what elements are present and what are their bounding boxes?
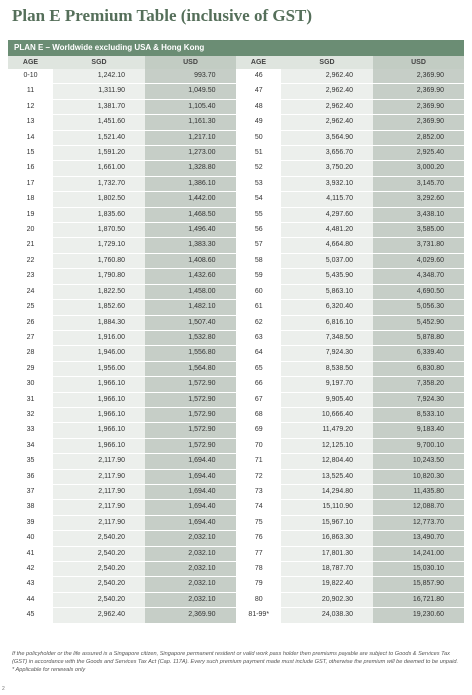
cell-usd-right: 5,056.30 <box>373 300 464 315</box>
cell-sgd-right: 5,863.10 <box>281 284 373 299</box>
cell-usd-right: 9,700.10 <box>373 438 464 453</box>
cell-age-right: 79 <box>236 577 281 592</box>
cell-sgd-left: 2,540.20 <box>53 562 145 577</box>
cell-usd-left: 1,694.40 <box>145 454 236 469</box>
cell-sgd-left: 2,117.90 <box>53 454 145 469</box>
cell-age-right: 68 <box>236 407 281 422</box>
table-row <box>8 130 464 145</box>
cell-usd-left: 1,408.60 <box>145 253 236 268</box>
cell-usd-right: 4,348.70 <box>373 269 464 284</box>
table-row <box>8 608 464 623</box>
cell-sgd-left: 1,946.00 <box>53 346 145 361</box>
cell-age-right: 47 <box>236 84 281 99</box>
cell-sgd-left: 1,966.10 <box>53 423 145 438</box>
cell-sgd-right: 2,962.40 <box>281 115 373 130</box>
cell-usd-right: 7,924.30 <box>373 392 464 407</box>
table-row <box>8 284 464 299</box>
cell-sgd-right: 4,664.80 <box>281 238 373 253</box>
table-body <box>8 69 464 623</box>
table-row <box>8 69 464 84</box>
cell-sgd-right: 13,525.40 <box>281 469 373 484</box>
cell-sgd-left: 1,966.10 <box>53 438 145 453</box>
cell-sgd-left: 1,852.60 <box>53 300 145 315</box>
cell-sgd-left: 2,117.90 <box>53 484 145 499</box>
cell-age-left: 36 <box>8 469 53 484</box>
cell-sgd-left: 1,760.80 <box>53 253 145 268</box>
cell-age-left: 35 <box>8 454 53 469</box>
cell-age-right: 63 <box>236 330 281 345</box>
cell-age-left: 37 <box>8 484 53 499</box>
cell-age-left: 19 <box>8 207 53 222</box>
cell-age-left: 23 <box>8 269 53 284</box>
cell-sgd-right: 2,962.40 <box>281 84 373 99</box>
cell-age-right: 65 <box>236 361 281 376</box>
cell-age-left: 40 <box>8 531 53 546</box>
cell-sgd-left: 2,540.20 <box>53 531 145 546</box>
cell-usd-right: 2,852.00 <box>373 130 464 145</box>
cell-sgd-right: 4,481.20 <box>281 223 373 238</box>
cell-age-left: 26 <box>8 315 53 330</box>
cell-usd-left: 1,383.30 <box>145 238 236 253</box>
cell-age-left: 20 <box>8 223 53 238</box>
table-row <box>8 592 464 607</box>
cell-sgd-left: 1,966.10 <box>53 392 145 407</box>
cell-sgd-right: 7,924.30 <box>281 346 373 361</box>
table-row <box>8 500 464 515</box>
cell-age-right: 62 <box>236 315 281 330</box>
cell-sgd-left: 1,916.00 <box>53 330 145 345</box>
cell-age-left: 31 <box>8 392 53 407</box>
page-title: Plan E Premium Table (inclusive of GST) <box>12 6 313 25</box>
table-row <box>8 407 464 422</box>
table-row <box>8 438 464 453</box>
header-sgd-right: SGD <box>281 56 373 69</box>
cell-age-right: 48 <box>236 99 281 114</box>
cell-age-right: 53 <box>236 176 281 191</box>
cell-usd-left: 1,105.40 <box>145 99 236 114</box>
cell-age-left: 11 <box>8 84 53 99</box>
page-number: 2 <box>2 686 5 692</box>
cell-age-right: 50 <box>236 130 281 145</box>
cell-age-right: 51 <box>236 146 281 161</box>
cell-age-right: 81-99* <box>236 608 281 623</box>
cell-sgd-left: 1,870.50 <box>53 223 145 238</box>
cell-usd-left: 1,694.40 <box>145 515 236 530</box>
cell-sgd-left: 1,966.10 <box>53 407 145 422</box>
cell-age-right: 54 <box>236 192 281 207</box>
cell-age-left: 41 <box>8 546 53 561</box>
cell-age-left: 22 <box>8 253 53 268</box>
table-header-row <box>8 56 464 69</box>
cell-age-left: 21 <box>8 238 53 253</box>
table-row <box>8 577 464 592</box>
cell-usd-left: 2,032.10 <box>145 562 236 577</box>
cell-sgd-right: 24,038.30 <box>281 608 373 623</box>
cell-age-left: 0-10 <box>8 69 53 84</box>
cell-usd-left: 1,572.90 <box>145 438 236 453</box>
cell-age-left: 45 <box>8 608 53 623</box>
cell-age-right: 56 <box>236 223 281 238</box>
cell-age-right: 78 <box>236 562 281 577</box>
cell-age-right: 75 <box>236 515 281 530</box>
cell-age-left: 27 <box>8 330 53 345</box>
cell-age-left: 25 <box>8 300 53 315</box>
cell-usd-left: 1,468.50 <box>145 207 236 222</box>
cell-usd-left: 1,386.10 <box>145 176 236 191</box>
table-row <box>8 546 464 561</box>
table-row <box>8 223 464 238</box>
cell-usd-left: 2,032.10 <box>145 546 236 561</box>
cell-sgd-right: 12,804.40 <box>281 454 373 469</box>
cell-usd-right: 16,721.80 <box>373 592 464 607</box>
cell-sgd-right: 3,932.10 <box>281 176 373 191</box>
cell-age-left: 16 <box>8 161 53 176</box>
table-row <box>8 377 464 392</box>
cell-age-right: 60 <box>236 284 281 299</box>
cell-sgd-left: 2,962.40 <box>53 608 145 623</box>
cell-usd-right: 4,029.60 <box>373 253 464 268</box>
table-row <box>8 176 464 191</box>
cell-sgd-right: 15,110.90 <box>281 500 373 515</box>
cell-sgd-right: 2,962.40 <box>281 69 373 84</box>
table-row <box>8 361 464 376</box>
cell-age-left: 32 <box>8 407 53 422</box>
cell-usd-right: 15,030.10 <box>373 562 464 577</box>
cell-age-left: 12 <box>8 99 53 114</box>
cell-age-left: 17 <box>8 176 53 191</box>
table-row <box>8 300 464 315</box>
cell-usd-right: 12,773.70 <box>373 515 464 530</box>
cell-usd-left: 1,694.40 <box>145 500 236 515</box>
cell-usd-right: 3,438.10 <box>373 207 464 222</box>
cell-usd-right: 3,000.20 <box>373 161 464 176</box>
cell-usd-right: 2,925.40 <box>373 146 464 161</box>
cell-usd-right: 7,358.20 <box>373 377 464 392</box>
cell-usd-right: 11,435.80 <box>373 484 464 499</box>
cell-age-right: 52 <box>236 161 281 176</box>
table-row <box>8 346 464 361</box>
cell-sgd-right: 9,197.70 <box>281 377 373 392</box>
cell-usd-right: 9,183.40 <box>373 423 464 438</box>
cell-sgd-right: 4,115.70 <box>281 192 373 207</box>
cell-age-right: 73 <box>236 484 281 499</box>
cell-sgd-right: 10,666.40 <box>281 407 373 422</box>
table-row <box>8 238 464 253</box>
cell-sgd-right: 4,297.60 <box>281 207 373 222</box>
cell-sgd-left: 1,451.60 <box>53 115 145 130</box>
cell-usd-left: 1,532.80 <box>145 330 236 345</box>
cell-usd-right: 6,339.40 <box>373 346 464 361</box>
cell-usd-left: 1,572.90 <box>145 392 236 407</box>
cell-usd-left: 1,328.80 <box>145 161 236 176</box>
cell-age-right: 76 <box>236 531 281 546</box>
cell-age-right: 61 <box>236 300 281 315</box>
cell-age-left: 42 <box>8 562 53 577</box>
cell-sgd-left: 1,956.00 <box>53 361 145 376</box>
table-row <box>8 207 464 222</box>
cell-usd-left: 1,556.80 <box>145 346 236 361</box>
table-row <box>8 454 464 469</box>
table-row <box>8 146 464 161</box>
header-usd-right: USD <box>373 56 464 69</box>
cell-usd-right: 10,243.50 <box>373 454 464 469</box>
cell-sgd-left: 2,540.20 <box>53 577 145 592</box>
cell-age-right: 71 <box>236 454 281 469</box>
cell-age-right: 57 <box>236 238 281 253</box>
table-row <box>8 253 464 268</box>
cell-usd-right: 3,585.00 <box>373 223 464 238</box>
cell-usd-left: 1,507.40 <box>145 315 236 330</box>
cell-sgd-right: 5,037.00 <box>281 253 373 268</box>
cell-usd-left: 2,032.10 <box>145 577 236 592</box>
table-row <box>8 192 464 207</box>
cell-age-right: 74 <box>236 500 281 515</box>
cell-usd-right: 4,690.50 <box>373 284 464 299</box>
cell-sgd-left: 2,117.90 <box>53 515 145 530</box>
cell-age-right: 70 <box>236 438 281 453</box>
gst-footnote: If the policyholder or the life assured is a Singapore citizen, Singapore permanent resident or valid work pass holder then premiums payable are subject to Goods & Services Tax (GST) in accordance with the Goods and Services Tax Act (Cap. 117A). Every such premium payment made must include GST, otherwise the premium will be deemed to be unpaid. <box>12 651 459 665</box>
cell-usd-right: 2,369.90 <box>373 69 464 84</box>
cell-sgd-right: 20,902.30 <box>281 592 373 607</box>
cell-sgd-left: 1,311.90 <box>53 84 145 99</box>
cell-usd-left: 2,032.10 <box>145 531 236 546</box>
cell-sgd-right: 3,656.70 <box>281 146 373 161</box>
cell-usd-right: 14,241.00 <box>373 546 464 561</box>
cell-age-right: 66 <box>236 377 281 392</box>
cell-usd-left: 1,049.50 <box>145 84 236 99</box>
cell-sgd-right: 8,538.50 <box>281 361 373 376</box>
cell-age-left: 13 <box>8 115 53 130</box>
cell-usd-right: 15,857.90 <box>373 577 464 592</box>
table-row <box>8 330 464 345</box>
cell-usd-right: 3,145.70 <box>373 176 464 191</box>
cell-age-left: 38 <box>8 500 53 515</box>
cell-sgd-right: 3,750.20 <box>281 161 373 176</box>
cell-usd-left: 1,694.40 <box>145 484 236 499</box>
cell-sgd-left: 1,884.30 <box>53 315 145 330</box>
cell-sgd-right: 9,905.40 <box>281 392 373 407</box>
cell-sgd-right: 7,348.50 <box>281 330 373 345</box>
cell-usd-right: 5,452.90 <box>373 315 464 330</box>
cell-usd-right: 12,088.70 <box>373 500 464 515</box>
cell-sgd-left: 1,521.40 <box>53 130 145 145</box>
cell-age-right: 55 <box>236 207 281 222</box>
header-usd-left: USD <box>145 56 236 69</box>
cell-age-right: 69 <box>236 423 281 438</box>
cell-usd-right: 10,820.30 <box>373 469 464 484</box>
table-row <box>8 392 464 407</box>
cell-usd-left: 1,161.30 <box>145 115 236 130</box>
cell-sgd-left: 1,381.70 <box>53 99 145 114</box>
cell-usd-right: 3,292.60 <box>373 192 464 207</box>
cell-usd-left: 1,496.40 <box>145 223 236 238</box>
cell-usd-right: 5,878.80 <box>373 330 464 345</box>
cell-age-right: 49 <box>236 115 281 130</box>
cell-sgd-right: 19,822.40 <box>281 577 373 592</box>
cell-age-left: 29 <box>8 361 53 376</box>
cell-sgd-right: 5,435.90 <box>281 269 373 284</box>
cell-sgd-right: 11,479.20 <box>281 423 373 438</box>
cell-usd-left: 1,458.00 <box>145 284 236 299</box>
cell-age-right: 80 <box>236 592 281 607</box>
table-row <box>8 469 464 484</box>
cell-sgd-left: 1,661.00 <box>53 161 145 176</box>
cell-sgd-right: 17,801.30 <box>281 546 373 561</box>
cell-usd-left: 1,564.80 <box>145 361 236 376</box>
cell-usd-left: 1,217.10 <box>145 130 236 145</box>
cell-usd-left: 1,273.00 <box>145 146 236 161</box>
cell-usd-left: 2,032.10 <box>145 592 236 607</box>
cell-sgd-left: 2,540.20 <box>53 592 145 607</box>
cell-age-left: 15 <box>8 146 53 161</box>
cell-age-left: 30 <box>8 377 53 392</box>
renewal-footnote: * Applicable for renewals only <box>12 667 86 673</box>
cell-usd-right: 2,369.90 <box>373 115 464 130</box>
cell-usd-left: 2,369.90 <box>145 608 236 623</box>
cell-age-left: 44 <box>8 592 53 607</box>
cell-usd-right: 6,830.80 <box>373 361 464 376</box>
header-age-left: AGE <box>8 56 53 69</box>
cell-sgd-right: 14,294.80 <box>281 484 373 499</box>
table-row <box>8 484 464 499</box>
cell-age-left: 14 <box>8 130 53 145</box>
cell-sgd-right: 16,863.30 <box>281 531 373 546</box>
cell-age-left: 34 <box>8 438 53 453</box>
cell-age-right: 46 <box>236 69 281 84</box>
table-row <box>8 562 464 577</box>
cell-age-right: 77 <box>236 546 281 561</box>
header-age-right: AGE <box>236 56 281 69</box>
plan-banner: PLAN E – Worldwide excluding USA & Hong Kong <box>8 40 464 56</box>
cell-sgd-left: 1,966.10 <box>53 377 145 392</box>
cell-usd-left: 1,432.60 <box>145 269 236 284</box>
cell-usd-left: 993.70 <box>145 69 236 84</box>
cell-sgd-right: 6,816.10 <box>281 315 373 330</box>
cell-sgd-right: 12,125.10 <box>281 438 373 453</box>
table-row <box>8 315 464 330</box>
cell-sgd-left: 1,729.10 <box>53 238 145 253</box>
cell-sgd-right: 2,962.40 <box>281 99 373 114</box>
footnotes <box>12 650 462 674</box>
cell-usd-right: 2,369.90 <box>373 99 464 114</box>
table-row <box>8 99 464 114</box>
cell-age-right: 72 <box>236 469 281 484</box>
cell-usd-right: 3,731.80 <box>373 238 464 253</box>
cell-sgd-left: 1,835.60 <box>53 207 145 222</box>
cell-sgd-right: 6,320.40 <box>281 300 373 315</box>
cell-sgd-left: 1,790.80 <box>53 269 145 284</box>
cell-sgd-left: 1,242.10 <box>53 69 145 84</box>
cell-usd-right: 8,533.10 <box>373 407 464 422</box>
table-row <box>8 423 464 438</box>
cell-age-left: 28 <box>8 346 53 361</box>
cell-sgd-left: 2,540.20 <box>53 546 145 561</box>
cell-usd-right: 2,369.90 <box>373 84 464 99</box>
cell-age-left: 24 <box>8 284 53 299</box>
cell-sgd-right: 15,967.10 <box>281 515 373 530</box>
cell-sgd-left: 1,822.50 <box>53 284 145 299</box>
cell-sgd-right: 3,564.90 <box>281 130 373 145</box>
table-row <box>8 515 464 530</box>
cell-age-left: 18 <box>8 192 53 207</box>
cell-usd-right: 19,230.60 <box>373 608 464 623</box>
header-sgd-left: SGD <box>53 56 145 69</box>
cell-sgd-right: 18,787.70 <box>281 562 373 577</box>
cell-usd-left: 1,572.90 <box>145 377 236 392</box>
premium-table <box>8 56 464 624</box>
cell-sgd-left: 1,802.50 <box>53 192 145 207</box>
cell-age-left: 39 <box>8 515 53 530</box>
cell-age-left: 43 <box>8 577 53 592</box>
cell-age-left: 33 <box>8 423 53 438</box>
table-row <box>8 269 464 284</box>
cell-usd-left: 1,482.10 <box>145 300 236 315</box>
cell-age-right: 58 <box>236 253 281 268</box>
cell-sgd-left: 1,732.70 <box>53 176 145 191</box>
table-row <box>8 115 464 130</box>
cell-age-right: 59 <box>236 269 281 284</box>
cell-age-right: 64 <box>236 346 281 361</box>
cell-sgd-left: 1,591.20 <box>53 146 145 161</box>
cell-usd-left: 1,694.40 <box>145 469 236 484</box>
cell-age-right: 67 <box>236 392 281 407</box>
table-row <box>8 531 464 546</box>
table-row <box>8 84 464 99</box>
cell-usd-left: 1,572.90 <box>145 423 236 438</box>
cell-usd-left: 1,442.00 <box>145 192 236 207</box>
cell-usd-left: 1,572.90 <box>145 407 236 422</box>
cell-sgd-left: 2,117.90 <box>53 469 145 484</box>
cell-sgd-left: 2,117.90 <box>53 500 145 515</box>
cell-usd-right: 13,490.70 <box>373 531 464 546</box>
table-row <box>8 161 464 176</box>
